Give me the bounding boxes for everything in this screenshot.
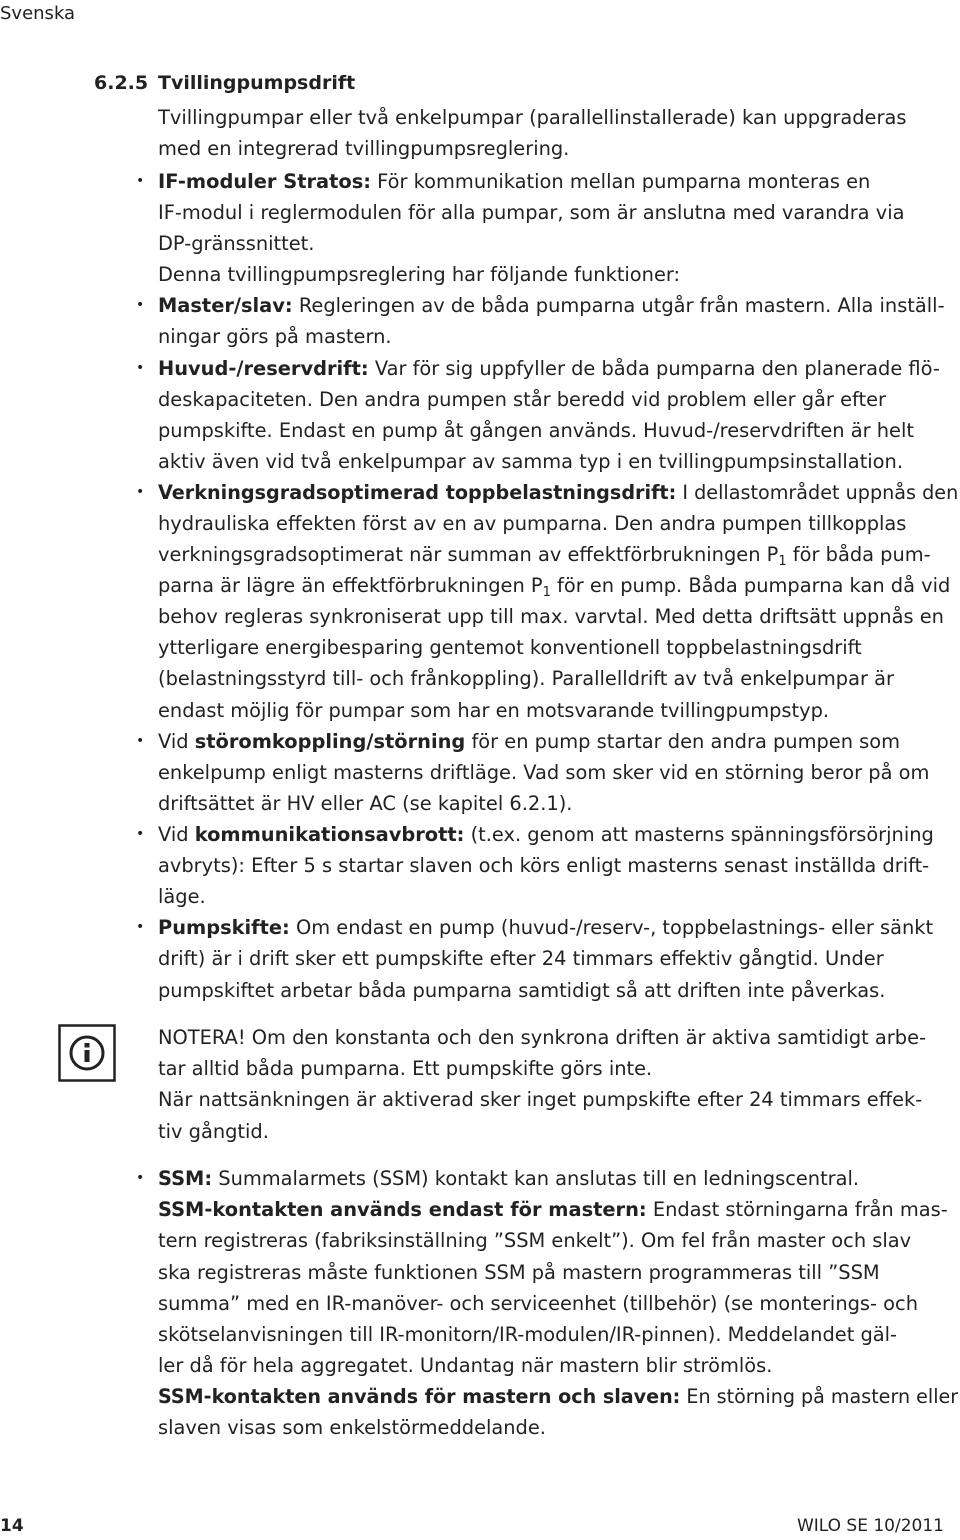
text-line [158,1288,918,1319]
text-line [158,508,906,539]
text-run: Denna tvillingpumpsreglering har följande funktioner: [158,263,681,286]
text-run: När nattsänkningen är aktiverad sker inget pumpskifte efter 24 timmars effek- [158,1088,923,1111]
text-run: IF-modul i reglermodulen för alla pumpar, som är anslutna med varandra via [158,201,905,224]
bullet-marker: • [136,1170,145,1186]
text-line [158,1412,546,1443]
text-run: med en integrerad tvillingpumpsreglering. [158,137,570,160]
text-line [158,415,914,446]
text-line [158,1350,772,1381]
text-line [158,102,906,133]
text-line [158,912,933,943]
text-line [158,975,885,1006]
text-line [158,1257,880,1288]
text-line [158,1116,269,1147]
text-run: drift) är i drift sker ett pumpskifte efter 24 timmars effektiv gångtid. Under [158,947,884,970]
text-run: (belastningsstyrd till- och frånkoppling). Parallelldrift av två enkelpumpar är [158,667,894,690]
bold-term: SSM-kontakten används endast för mastern: [158,1198,647,1221]
text-run: för båda pum- [786,543,931,566]
text-run: enkelpump enligt masterns driftläge. Vad som sker vid en störning beror på om [158,761,930,784]
section-number: 6.2.5 [94,72,149,94]
text-line [158,1381,958,1412]
text-run: läge. [158,885,206,908]
bold-term: störomkoppling/störning [194,730,466,753]
text-run: pumpskiftet arbetar båda pumparna samtidigt så att driften inte påverkas. [158,979,886,1002]
text-run: Vid [158,730,195,753]
text-run: endast möjlig för pumpar som har en motsvarande tvillingpumpstyp. [158,699,830,722]
text-line [158,1053,652,1084]
text-line [158,477,958,508]
text-run: skötselanvisningen till IR-monitorn/IR-modulen/IR-pinnen). Meddelandet gäl- [158,1323,898,1346]
text-run: ler då för hela aggregatet. Undantag när mastern blir strömlös. [158,1354,773,1377]
page-language-label: Svenska [0,3,76,24]
bold-term: Pumpskifte: [158,916,290,939]
text-run: Regleringen av de båda pumparna utgår från mastern. Alla inställ- [292,294,945,317]
bullet-marker: • [136,360,145,376]
text-line [158,446,903,477]
text-run: En störning på mastern eller [680,1385,959,1408]
text-line [158,601,944,632]
text-run: driftsättet är HV eller AC (se kapitel 6.2.1). [158,792,573,815]
bullet-marker: • [136,173,145,189]
text-run: summa” med en IR-manöver- och serviceenhet (tillbehör) (se monterings- och [158,1292,918,1315]
text-line [158,943,884,974]
text-line [158,290,945,321]
text-run: pumpskifte. Endast en pump åt gången används. Huvud-/reservdriften är helt [158,419,914,442]
text-line [158,259,680,290]
text-run: avbryts): Efter 5 s startar slaven och körs enligt masterns senast inställda drift- [158,854,930,877]
text-line [158,197,904,228]
text-line [158,819,934,850]
section-title: Tvillingpumpsdrift [158,72,356,94]
text-run: Summalarmets (SSM) kontakt kan anslutas till en ledningscentral. [212,1167,860,1190]
text-run: aktiv även vid två enkelpumpar av samma typ i en tvillingpumpsinstallation. [158,450,903,473]
text-line [158,1163,859,1194]
text-run: Var för sig uppfyller de båda pumparna den planerade flö- [368,357,940,380]
text-run: DP-gränssnittet. [158,232,315,255]
text-run: behov regleras synkroniserat upp till max. varvtal. Med detta driftsätt uppnås en [158,605,944,628]
bold-term: kommunikationsavbrott: [194,823,465,846]
text-run: Endast störningarna från mas- [646,1198,948,1221]
text-run: Vid [158,823,195,846]
bold-term: Master/slav: [158,294,293,317]
text-run: (t.ex. genom att masterns spänningsförsörjning [464,823,934,846]
bullet-marker: • [136,733,145,749]
text-run: deskapaciteten. Den andra pumpen står beredd vid problem eller går efter [158,388,886,411]
bold-term: Verkningsgradsoptimerad toppbelastningsdrift: [158,481,677,504]
text-run: hydrauliska effekten först av en av pumparna. Den andra pumpen tillkopplas [158,512,907,535]
info-icon [58,1024,116,1082]
subscript: 1 [542,585,551,600]
bold-term: Huvud-/reservdrift: [158,357,369,380]
text-run: för en pump startar den andra pumpen som [465,730,901,753]
text-line [158,632,862,663]
text-line [158,663,894,694]
text-line [158,321,392,352]
text-run: Tvillingpumpar eller två enkelpumpar (parallellinstallerade) kan uppgraderas [158,106,907,129]
subscript: 1 [778,554,787,569]
text-line [158,1194,948,1225]
bullet-marker: • [136,297,145,313]
text-run: tar alltid båda pumparna. Ett pumpskifte görs inte. [158,1057,653,1080]
bold-term: SSM-kontakten används för mastern och slaven: [158,1385,681,1408]
text-line [158,881,206,912]
text-line [158,353,940,384]
text-line [158,539,931,570]
bullet-marker: • [136,826,145,842]
text-run: för en pump. Båda pumparna kan då vid [550,574,951,597]
text-line [158,133,569,164]
bold-term: SSM: [158,1167,213,1190]
text-run: verkningsgradsoptimerat när summan av effektförbrukningen P [158,543,779,566]
text-line [158,1084,922,1115]
text-line [158,1225,911,1256]
text-line [158,1319,897,1350]
text-run: tern registreras (fabriksinställning ”SSM enkelt”). Om fel från master och slav [158,1229,912,1252]
text-run: Om endast en pump (huvud-/reserv-, toppbelastnings- eller sänkt [289,916,934,939]
text-run: I dellastområdet uppnås den [676,481,959,504]
text-line [158,726,900,757]
text-line [158,788,572,819]
text-run: tiv gångtid. [158,1120,269,1143]
bold-term: IF-moduler Stratos: [158,170,372,193]
text-line [158,695,829,726]
text-run: ningar görs på mastern. [158,325,392,348]
text-line [158,757,929,788]
text-run: slaven visas som enkelstörmeddelande. [158,1416,546,1439]
text-run: ytterligare energibesparing gentemot konventionell toppbelastningsdrift [158,636,862,659]
bullet-marker: • [136,919,145,935]
text-run: ska registreras måste funktionen SSM på mastern programmeras till ”SSM [158,1261,880,1284]
text-line [158,384,886,415]
section-heading [94,72,355,94]
text-line [158,570,950,601]
bullet-marker: • [136,484,145,500]
document-id: WILO SE 10/2011 [796,1516,944,1536]
text-line [158,1022,926,1053]
page-number: 14 [0,1516,24,1536]
text-line [158,228,314,259]
text-line [158,850,929,881]
text-run: För kommunikation mellan pumparna monteras en [371,170,871,193]
text-line [158,166,870,197]
text-run: NOTERA! Om den konstanta och den synkrona driften är aktiva samtidigt arbe- [158,1026,926,1049]
text-run: parna är lägre än effektförbrukningen P [158,574,543,597]
